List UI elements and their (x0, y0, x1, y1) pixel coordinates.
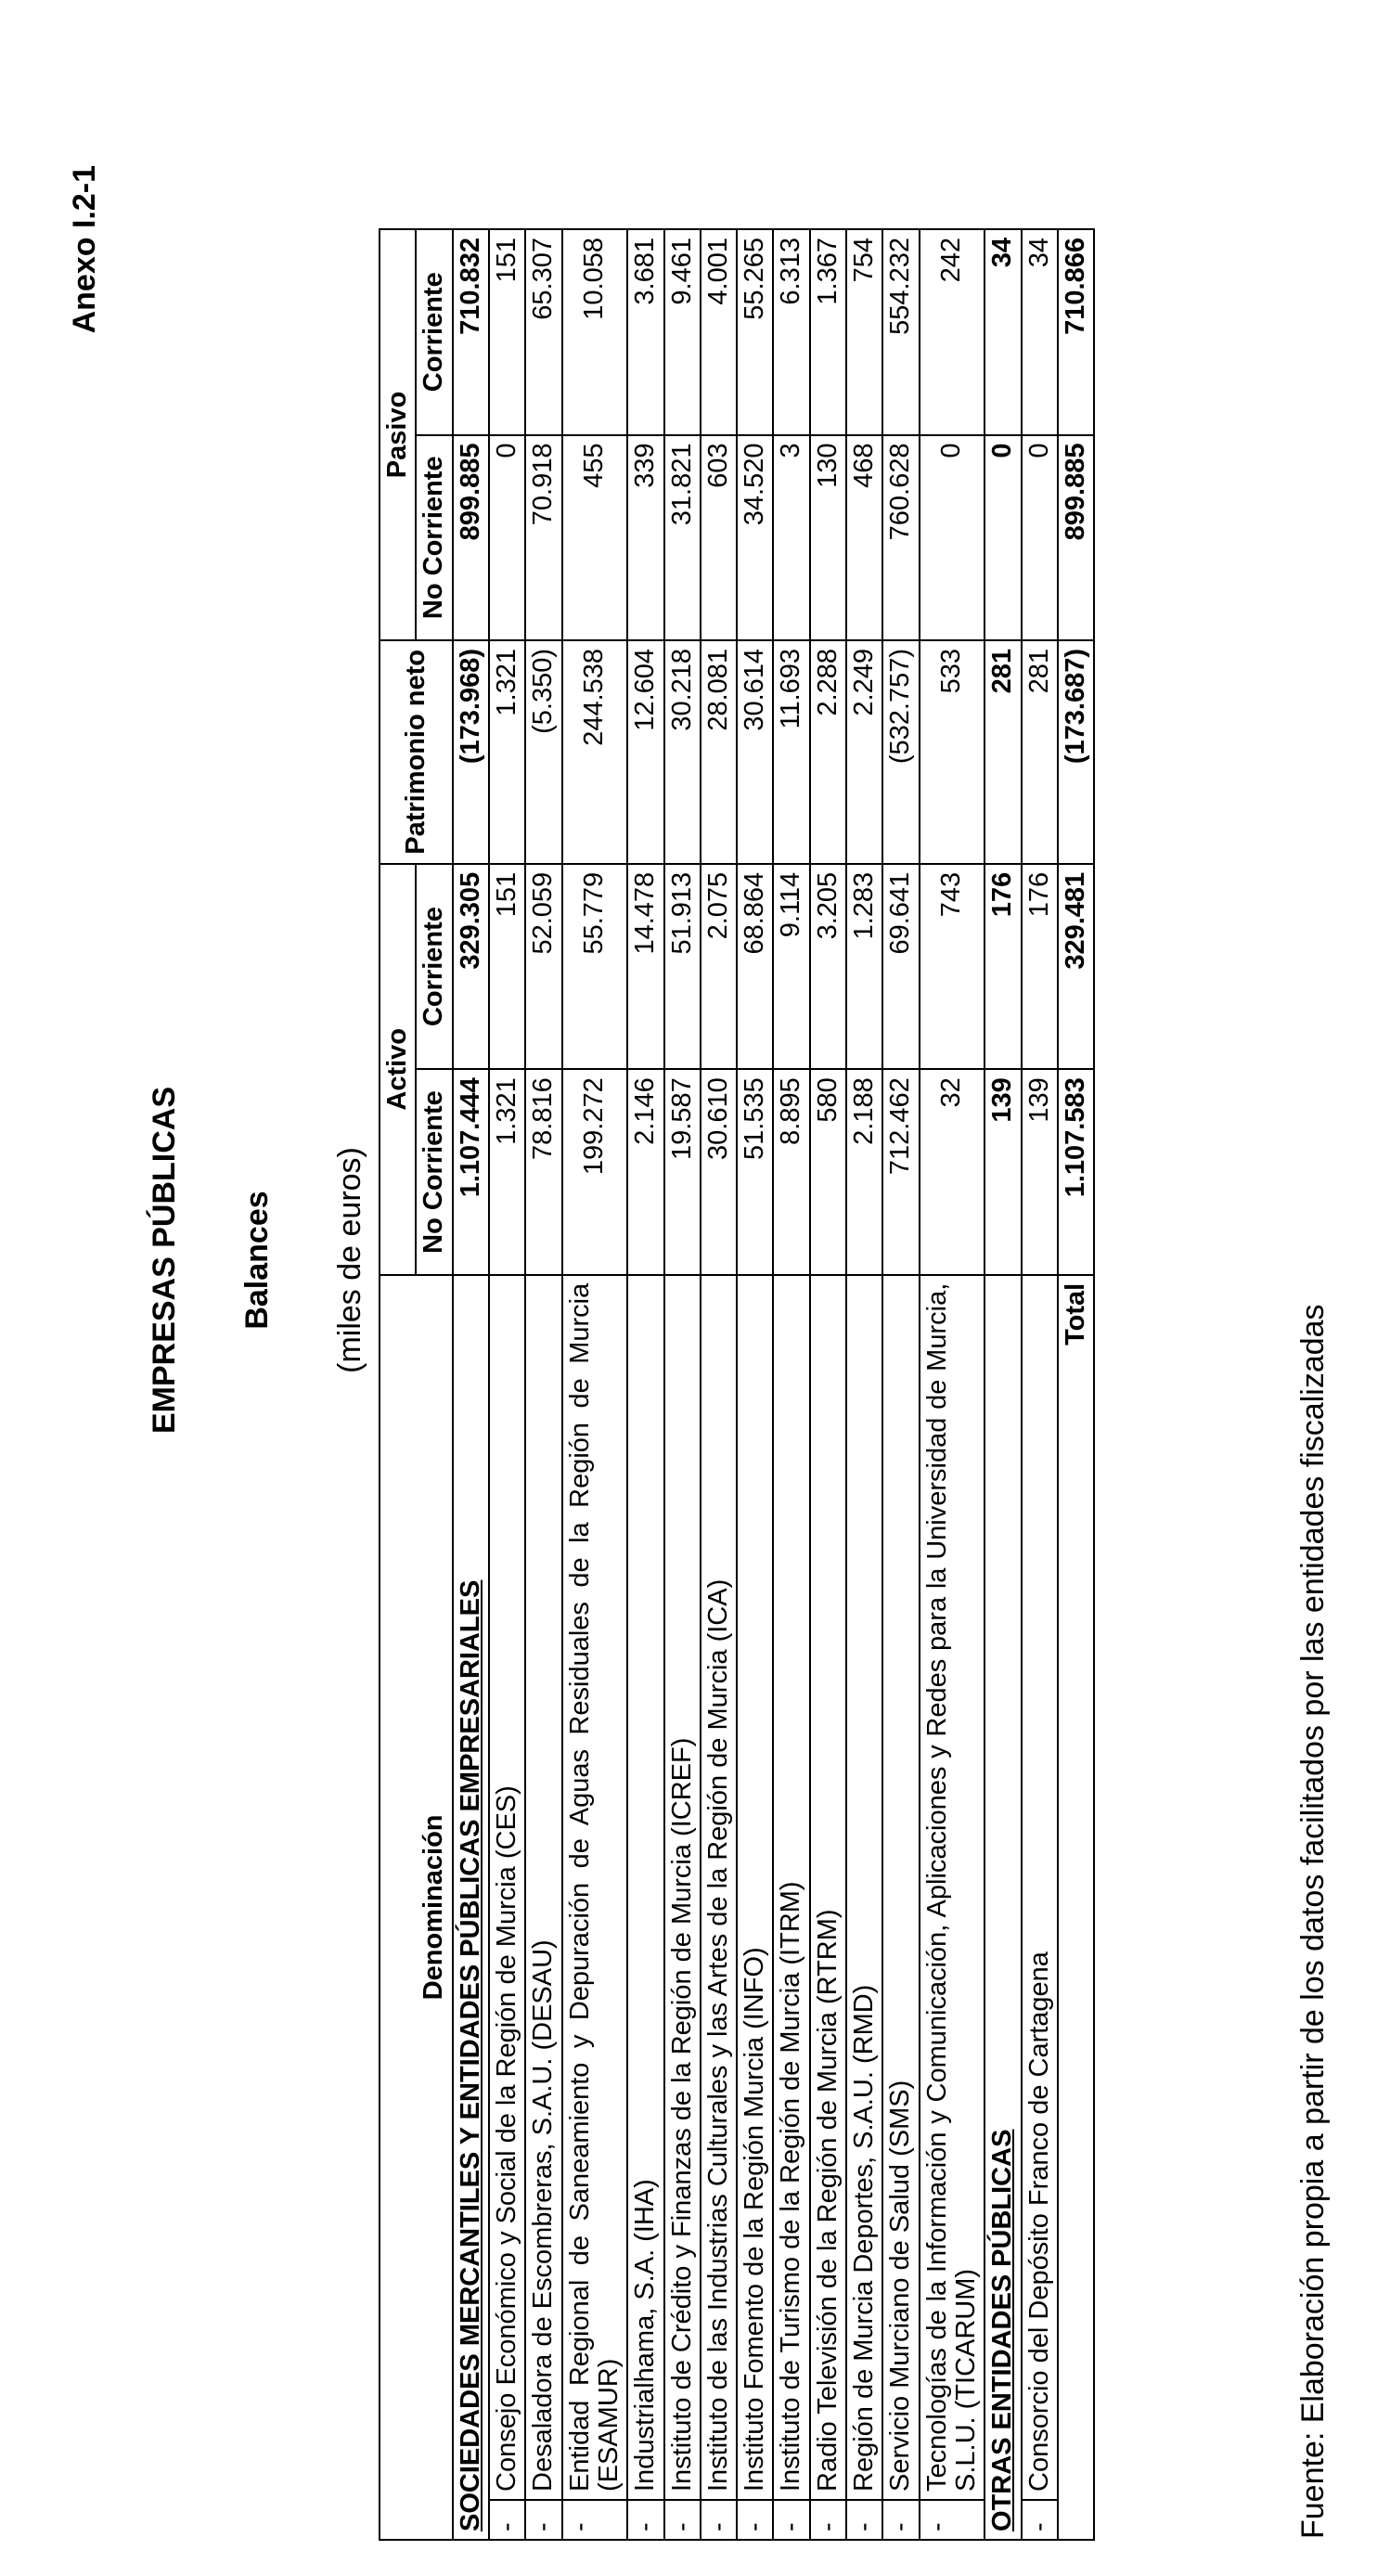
header-denominacion: Denominación (380, 1275, 453, 2540)
total-row (1058, 229, 1094, 2540)
value-cell: 0 (489, 435, 525, 640)
group-total-cell: 1.107.444 (453, 1069, 489, 1274)
value-cell: 2.249 (846, 640, 882, 864)
value-cell: 34.520 (737, 435, 773, 640)
value-cell: 712.462 (882, 1069, 919, 1274)
value-cell: 139 (1022, 1069, 1058, 1274)
header-pasivo: Pasivo (380, 229, 416, 640)
value-cell: 242 (920, 229, 985, 435)
row-label: Tecnologías de la Información y Comunicación, Aplicaciones y Redes para la Universidad de Murcia, S.L.U. (TICARUM) (920, 1275, 985, 2500)
total-cell: 1.107.583 (1058, 1069, 1094, 1274)
group-name: SOCIEDADES MERCANTILES Y ENTIDADES PÚBLICAS EMPRESARIALES (453, 1275, 489, 2540)
value-cell: 199.272 (562, 1069, 628, 1274)
table-row (810, 229, 846, 2540)
row-dash: - (920, 2500, 985, 2540)
header-activo-corriente: Corriente (416, 864, 452, 1069)
annex-label: Anexo I.2-1 (67, 165, 102, 334)
value-cell: 8.895 (773, 1069, 809, 1274)
value-cell: 69.641 (882, 864, 919, 1069)
value-cell: 1.367 (810, 229, 846, 435)
value-cell: 78.816 (525, 1069, 561, 1274)
row-dash: - (701, 2500, 737, 2540)
total-label: Total (1058, 1275, 1094, 2540)
header-pasivo-corriente: Corriente (416, 229, 452, 435)
table-row (920, 229, 985, 2540)
row-label: Consorcio del Depósito Franco de Cartagena (1022, 1275, 1058, 2500)
value-cell: 6.313 (773, 229, 809, 435)
row-label: Servicio Murciano de Salud (SMS) (882, 1275, 919, 2500)
row-dash: - (846, 2500, 882, 2540)
units-note: (miles de euros) (332, 1147, 367, 1373)
row-dash: - (525, 2500, 561, 2540)
value-cell: 68.864 (737, 864, 773, 1069)
value-cell: 55.265 (737, 229, 773, 435)
value-cell: 244.538 (562, 640, 628, 864)
value-cell: 51.913 (664, 864, 701, 1069)
table-row (562, 229, 628, 2540)
value-cell: 176 (1022, 864, 1058, 1069)
value-cell: 0 (920, 435, 985, 640)
value-cell: 151 (489, 864, 525, 1069)
row-label: Región de Murcia Deportes, S.A.U. (RMD) (846, 1275, 882, 2500)
value-cell: 533 (920, 640, 985, 864)
row-dash: - (810, 2500, 846, 2540)
value-cell: 19.587 (664, 1069, 701, 1274)
value-cell: 580 (810, 1069, 846, 1274)
group-total-cell: 899.885 (453, 435, 489, 640)
table-row (773, 229, 809, 2540)
value-cell: 30.610 (701, 1069, 737, 1274)
header-activo-no-corriente: No Corriente (416, 1069, 452, 1274)
value-cell: 3.681 (627, 229, 663, 435)
group-total-cell: 0 (984, 435, 1021, 640)
value-cell: 32 (920, 1069, 985, 1274)
row-dash: - (489, 2500, 525, 2540)
value-cell: 34 (1022, 229, 1058, 435)
value-cell: 554.232 (882, 229, 919, 435)
value-cell: 3 (773, 435, 809, 640)
value-cell: 51.535 (737, 1069, 773, 1274)
value-cell: 28.081 (701, 640, 737, 864)
row-label: Radio Televisión de la Región de Murcia (RTRM) (810, 1275, 846, 2500)
total-cell: 899.885 (1058, 435, 1094, 640)
group-total-cell: 139 (984, 1069, 1021, 1274)
row-dash: - (882, 2500, 919, 2540)
group-row-sociedades (453, 229, 489, 2540)
value-cell: 281 (1022, 640, 1058, 864)
row-label: Consejo Económico y Social de la Región de Murcia (CES) (489, 1275, 525, 2500)
group-total-cell: 281 (984, 640, 1021, 864)
table-row (627, 229, 663, 2540)
header-patrimonio-neto: Patrimonio neto (380, 640, 453, 864)
row-dash: - (562, 2500, 628, 2540)
table-row (664, 229, 701, 2540)
value-cell: 603 (701, 435, 737, 640)
total-cell: 329.481 (1058, 864, 1094, 1069)
value-cell: 10.058 (562, 229, 628, 435)
group-total-cell: 34 (984, 229, 1021, 435)
group-total-cell: 329.305 (453, 864, 489, 1069)
value-cell: 3.205 (810, 864, 846, 1069)
page-subtitle: Balances (239, 1191, 275, 1330)
row-label: Instituto de las Industrias Culturales y las Artes de la Región de Murcia (ICA) (701, 1275, 737, 2500)
value-cell: 151 (489, 229, 525, 435)
value-cell: 70.918 (525, 435, 561, 640)
value-cell: 2.075 (701, 864, 737, 1069)
row-label: Instituto de Crédito y Finanzas de la Región de Murcia (ICREF) (664, 1275, 701, 2500)
value-cell: 130 (810, 435, 846, 640)
value-cell: 30.614 (737, 640, 773, 864)
row-label: Industrialhama, S.A. (IHA) (627, 1275, 663, 2500)
table-row (846, 229, 882, 2540)
value-cell: 1.321 (489, 1069, 525, 1274)
group-total-cell: 710.832 (453, 229, 489, 435)
group-name: OTRAS ENTIDADES PÚBLICAS (984, 1275, 1021, 2540)
value-cell: 1.321 (489, 640, 525, 864)
value-cell: 2.288 (810, 640, 846, 864)
value-cell: 31.821 (664, 435, 701, 640)
value-cell: 30.218 (664, 640, 701, 864)
value-cell: 52.059 (525, 864, 561, 1069)
value-cell: (5.350) (525, 640, 561, 864)
value-cell: 4.001 (701, 229, 737, 435)
value-cell: 754 (846, 229, 882, 435)
total-cell: 710.866 (1058, 229, 1094, 435)
table-row (737, 229, 773, 2540)
value-cell: 468 (846, 435, 882, 640)
value-cell: 65.307 (525, 229, 561, 435)
value-cell: 455 (562, 435, 628, 640)
row-label: Desaladora de Escombreras, S.A.U. (DESAU) (525, 1275, 561, 2500)
value-cell: 9.461 (664, 229, 701, 435)
group-total-cell: 176 (984, 864, 1021, 1069)
header-pasivo-no-corriente: No Corriente (416, 435, 452, 640)
header-activo: Activo (380, 864, 416, 1275)
value-cell: 9.114 (773, 864, 809, 1069)
value-cell: 11.693 (773, 640, 809, 864)
value-cell: 0 (1022, 435, 1058, 640)
row-label: Entidad Regional de Saneamiento y Depuración de Aguas Residuales de la Región de Murcia (ESAMUR) (562, 1275, 628, 2500)
value-cell: 2.146 (627, 1069, 663, 1274)
row-dash: - (773, 2500, 809, 2540)
page-title: EMPRESAS PÚBLICAS (147, 1086, 182, 1435)
table-row (1022, 229, 1058, 2540)
table-row (525, 229, 561, 2540)
value-cell: 2.188 (846, 1069, 882, 1274)
value-cell: (532.757) (882, 640, 919, 864)
table-row (882, 229, 919, 2540)
row-dash: - (1022, 2500, 1058, 2540)
value-cell: 14.478 (627, 864, 663, 1069)
balance-table (379, 228, 1095, 2541)
row-dash: - (737, 2500, 773, 2540)
source-note: Fuente: Elaboración propia a partir de los datos facilitados por las entidades fiscalizadas (1295, 1304, 1331, 2539)
value-cell: 339 (627, 435, 663, 640)
row-label: Instituto de Turismo de la Región de Murcia (ITRM) (773, 1275, 809, 2500)
table-row (489, 229, 525, 2540)
group-total-cell: (173.968) (453, 640, 489, 864)
total-cell: (173.687) (1058, 640, 1094, 864)
value-cell: 760.628 (882, 435, 919, 640)
value-cell: 743 (920, 864, 985, 1069)
value-cell: 12.604 (627, 640, 663, 864)
value-cell: 55.779 (562, 864, 628, 1069)
row-dash: - (627, 2500, 663, 2540)
row-dash: - (664, 2500, 701, 2540)
group-row-otras (984, 229, 1021, 2540)
row-label: Instituto Fomento de la Región Murcia (INFO) (737, 1275, 773, 2500)
value-cell: 1.283 (846, 864, 882, 1069)
table-row (701, 229, 737, 2540)
